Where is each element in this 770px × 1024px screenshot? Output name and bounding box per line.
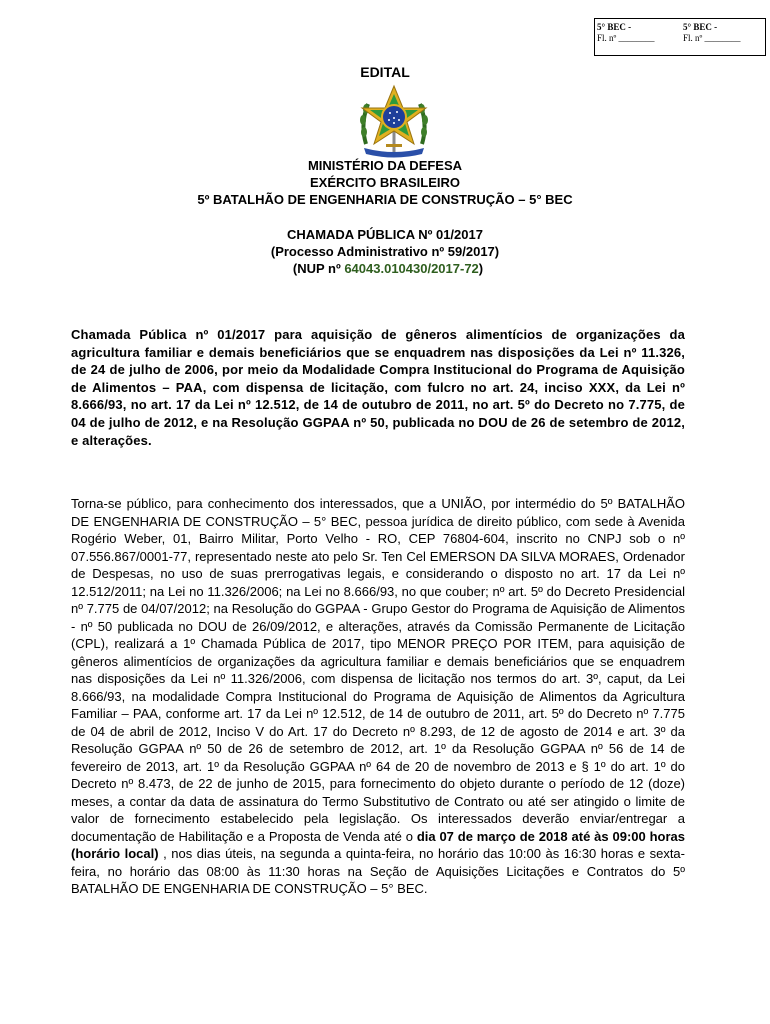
stamp-left-label: 5° BEC -	[597, 22, 632, 32]
nup-prefix: (NUP nº	[292, 261, 345, 276]
call-header	[0, 226, 770, 277]
body-text-part1: Torna-se público, para conhecimento dos interessados, que a UNIÃO, por intermédio do 5º BATALHÃO DE ENGENHARIA DE CONSTRUÇÃO – 5° BEC, pessoa jurídica de direito público, com sede à Avenida Rogério Weber, 01, Bairro Militar, Porto Velho - RO, CEP 76804-604, inscrito no CNPJ sob o nº 07.556.867/0001-77, representado neste ato pelo Sr. Ten Cel EMERSON DA SILVA MORAES, Ordenador de Despesas, no uso de suas prerrogativas legais, e considerando o disposto no art. 17 da Lei nº 12.512/2011; na Lei no 11.326/2006; na Lei no 8.666/93, no que couber; nº art. 5º do Decreto Presidencial nº 7.775 de 04/07/2012; na Resolução do GGPAA - Grupo Gestor do Programa de Aquisição de Alimentos - nº 50 publicada no DOU de 26/09/2012, e alterações, através da Comissão Permanente de Licitação (CPL), realizará a 1º Chamada Pública de 2017, tipo MENOR PREÇO POR ITEM, para aquisição de gêneros alimentícios de organizações da agricultura familiar e demais beneficiários que se enquadrem nas disposições da Lei nº 11.326/2006, com dispensa de licitação nos termos do art. 3º, caput, da Lei 8.666/93, na modalidade Compra Institucional do Programa de Aquisição de Alimentos da Agricultura Familiar – PAA, conforme art. 17 da Lei nº 12.512, de 14 de outubro de 2011, art. 5º do Decreto nº 7.775 de 04 de abril de 2012, Inciso V do Art. 17 do Decreto nº 8.293, de 12 de agosto de 2014 e art. 3º da Resolução GGPAA nº 50 de 26 de setembro de 2012, art. 1º da Resolução GGPAA nº 56 de 14 de fevereiro de 2013, art. 1º da Resolução GGPAA nº 64 de 20 de novembro de 2013 e § 1º do art. 1º do Decreto nº 8.473, de 22 de junho de 2015, para fornecimento do objeto durante o período de 12 (doze) meses, a contar da data de assinatura do Termo Substitutivo de Contrato ou até ser atingido o limite de valor de fornecimento estabelecido pela legislação. Os interessados deverão enviar/entregar a documentação de Habilitação e a Proposta de Venda até o	[71, 496, 685, 844]
header-ministry: MINISTÉRIO DA DEFESA	[307, 158, 463, 173]
stamp-right-label: 5° BEC -	[683, 22, 718, 32]
nup-suffix: )	[478, 261, 484, 276]
nup-number: 64043.010430/2017-72	[344, 261, 479, 276]
process-number: (Processo Administrativo nº 59/2017)	[270, 244, 500, 259]
stamp-right	[683, 22, 741, 44]
body-text-part2: , nos dias úteis, na segunda a quinta-feira, no horário das 10:00 às 16:30 horas e sexta-feira, no horário das 08:00 às 11:30 horas na Seção de Aquisições Licitações e Contratos do 5º BATALHÃO DE ENGENHARIA DE CONSTRUÇÃO – 5° BEC.	[71, 846, 685, 896]
sheet-stamp-box	[594, 18, 766, 56]
document-title: EDITAL	[360, 64, 410, 80]
nup-line	[0, 260, 770, 277]
stamp-left-sheet: Fl. nº ________	[597, 33, 655, 43]
header-army: EXÉRCITO BRASILEIRO	[309, 175, 460, 190]
stamp-left	[597, 22, 655, 44]
brazil-coat-of-arms-icon	[356, 82, 432, 158]
header-battalion: 5º BATALHÃO DE ENGENHARIA DE CONSTRUÇÃO – 5° BEC	[197, 192, 573, 207]
body-paragraph	[71, 495, 685, 898]
stamp-right-sheet: Fl. nº ________	[683, 33, 741, 43]
institution-header	[0, 157, 770, 208]
summary-paragraph: Chamada Pública nº 01/2017 para aquisição de gêneros alimentícios de organizações da agricultura familiar e demais beneficiários que se enquadrem nas disposições da Lei nº 11.326, de 24 de julho de 2006, por meio da Modalidade Compra Institucional do Programa de Aquisição de Alimentos – PAA, com dispensa de licitação, com fulcro no art. 24, inciso XXX, da Lei nº 8.666/93, no art. 17 da Lei nº 12.512, de 14 de outubro de 2011, no art. 5º do Decreto no 7.775, de 04 de julho de 2012, e na Resolução GGPAA nº 50, publicada no DOU de 26 de setembro de 2012, e alterações.	[71, 327, 685, 448]
call-number: CHAMADA PÚBLICA Nº 01/2017	[287, 227, 483, 242]
deadline-text: dia 07 de março de 2018 até às 09:00 horas (horário local)	[71, 828, 685, 861]
